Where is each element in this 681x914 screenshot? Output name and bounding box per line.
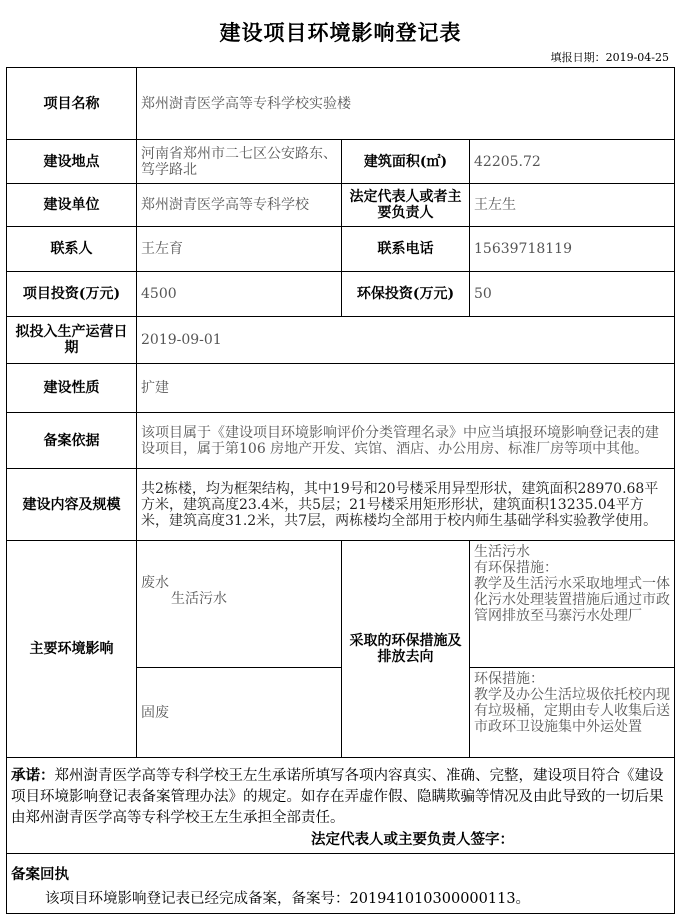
label-content: 建设内容及规模 bbox=[7, 469, 137, 541]
row-investment bbox=[7, 272, 675, 317]
label-filing-basis: 备案依据 bbox=[7, 413, 137, 469]
registration-form bbox=[6, 67, 675, 914]
row-filing-basis bbox=[7, 413, 675, 469]
document-title: 建设项目环境影响登记表 bbox=[219, 20, 462, 45]
value-nature: 扩建 bbox=[137, 364, 675, 413]
fill-date: 填报日期：2019-04-25 bbox=[550, 51, 669, 64]
row-location bbox=[7, 140, 675, 184]
value-env-investment: 50 bbox=[470, 272, 675, 317]
solid-measure-status: 环保措施： bbox=[474, 671, 544, 687]
row-content bbox=[7, 469, 675, 541]
label-wastewater-type: 生活污水 bbox=[171, 591, 227, 607]
row-nature bbox=[7, 364, 675, 413]
label-main-impact: 主要环境影响 bbox=[7, 541, 137, 758]
cell-pledge bbox=[7, 758, 675, 854]
row-wastewater bbox=[7, 541, 675, 668]
wastewater-measure-desc: 教学及生活污水采取地埋式一体化污水处理装置措施后通过市政管网排放至马寨污水处理厂 bbox=[474, 576, 670, 624]
label-phone: 联系电话 bbox=[342, 227, 470, 272]
value-contact: 王左育 bbox=[137, 227, 342, 272]
label-measures: 采取的环保措施及排放去向 bbox=[342, 541, 470, 758]
solid-measure-desc: 教学及办公生活垃圾依托校内现有垃圾桶，定期由专人收集后送市政环卫设施集中外运处置 bbox=[474, 687, 670, 735]
pledge-label: 承诺： bbox=[11, 767, 55, 784]
value-legal-rep: 王左生 bbox=[470, 184, 675, 227]
wastewater-measure-title: 生活污水 bbox=[474, 544, 530, 560]
value-start-date: 2019-09-01 bbox=[137, 317, 675, 364]
label-solid-waste: 固废 bbox=[137, 668, 342, 758]
receipt-label: 备案回执 bbox=[11, 866, 69, 883]
row-contact bbox=[7, 227, 675, 272]
value-content: 共2栋楼，均为框架结构，其中19号和20号楼采用异型形状，建筑面积28970.68平方米，建筑高度23.4米，共5层；21号楼采用矩形形状，建筑面积13235.04平方米，建筑高度31.2米，共7层，两栋楼均全部用于校内师生基础学科实验教学使用。 bbox=[137, 469, 675, 541]
row-unit bbox=[7, 184, 675, 227]
label-investment: 项目投资(万元) bbox=[7, 272, 137, 317]
label-nature: 建设性质 bbox=[7, 364, 137, 413]
value-unit: 郑州澍青医学高等专科学校 bbox=[137, 184, 342, 227]
label-contact: 联系人 bbox=[7, 227, 137, 272]
row-project-name bbox=[7, 68, 675, 140]
pledge-text: 郑州澍青医学高等专科学校王左生承诺所填写各项内容真实、准确、完整，建设项目符合《建设项目环境影响登记表备案管理办法》的规定。如存在弄虚作假、隐瞒欺骗等情况及由此导致的一切后果由郑州澍青医学高等专科学校王左生承担全部责任。 bbox=[11, 768, 664, 826]
wastewater-measure-status: 有环保措施： bbox=[474, 560, 558, 576]
value-location: 河南省郑州市二七区公安路东、笃学路北 bbox=[137, 140, 342, 184]
label-wastewater: 废水 bbox=[141, 575, 169, 591]
row-pledge bbox=[7, 758, 675, 854]
signature-label: 法定代表人或主要负责人签字： bbox=[311, 831, 514, 848]
value-project-name: 郑州澍青医学高等专科学校实验楼 bbox=[137, 68, 675, 140]
value-floor-area: 42205.72 bbox=[470, 140, 675, 184]
label-legal-rep: 法定代表人或者主要负责人 bbox=[342, 184, 470, 227]
label-env-investment: 环保投资(万元) bbox=[342, 272, 470, 317]
label-unit: 建设单位 bbox=[7, 184, 137, 227]
value-phone: 15639718119 bbox=[470, 227, 675, 272]
label-location: 建设地点 bbox=[7, 140, 137, 184]
cell-wastewater bbox=[137, 541, 342, 668]
label-start-date: 拟投入生产运营日期 bbox=[7, 317, 137, 364]
cell-wastewater-measure bbox=[470, 541, 675, 668]
row-start-date bbox=[7, 317, 675, 364]
value-filing-basis: 该项目属于《建设项目环境影响评价分类管理名录》中应当填报环境影响登记表的建设项目，属于第106 房地产开发、宾馆、酒店、办公用房、标准厂房等项中其他。 bbox=[137, 413, 675, 469]
label-project-name: 项目名称 bbox=[7, 68, 137, 140]
value-investment: 4500 bbox=[137, 272, 342, 317]
cell-solid-measure bbox=[470, 668, 675, 758]
label-floor-area: 建筑面积(㎡) bbox=[342, 140, 470, 184]
receipt-text: 该项目环境影响登记表已经完成备案，备案号：201941010300000113。 bbox=[45, 891, 531, 907]
